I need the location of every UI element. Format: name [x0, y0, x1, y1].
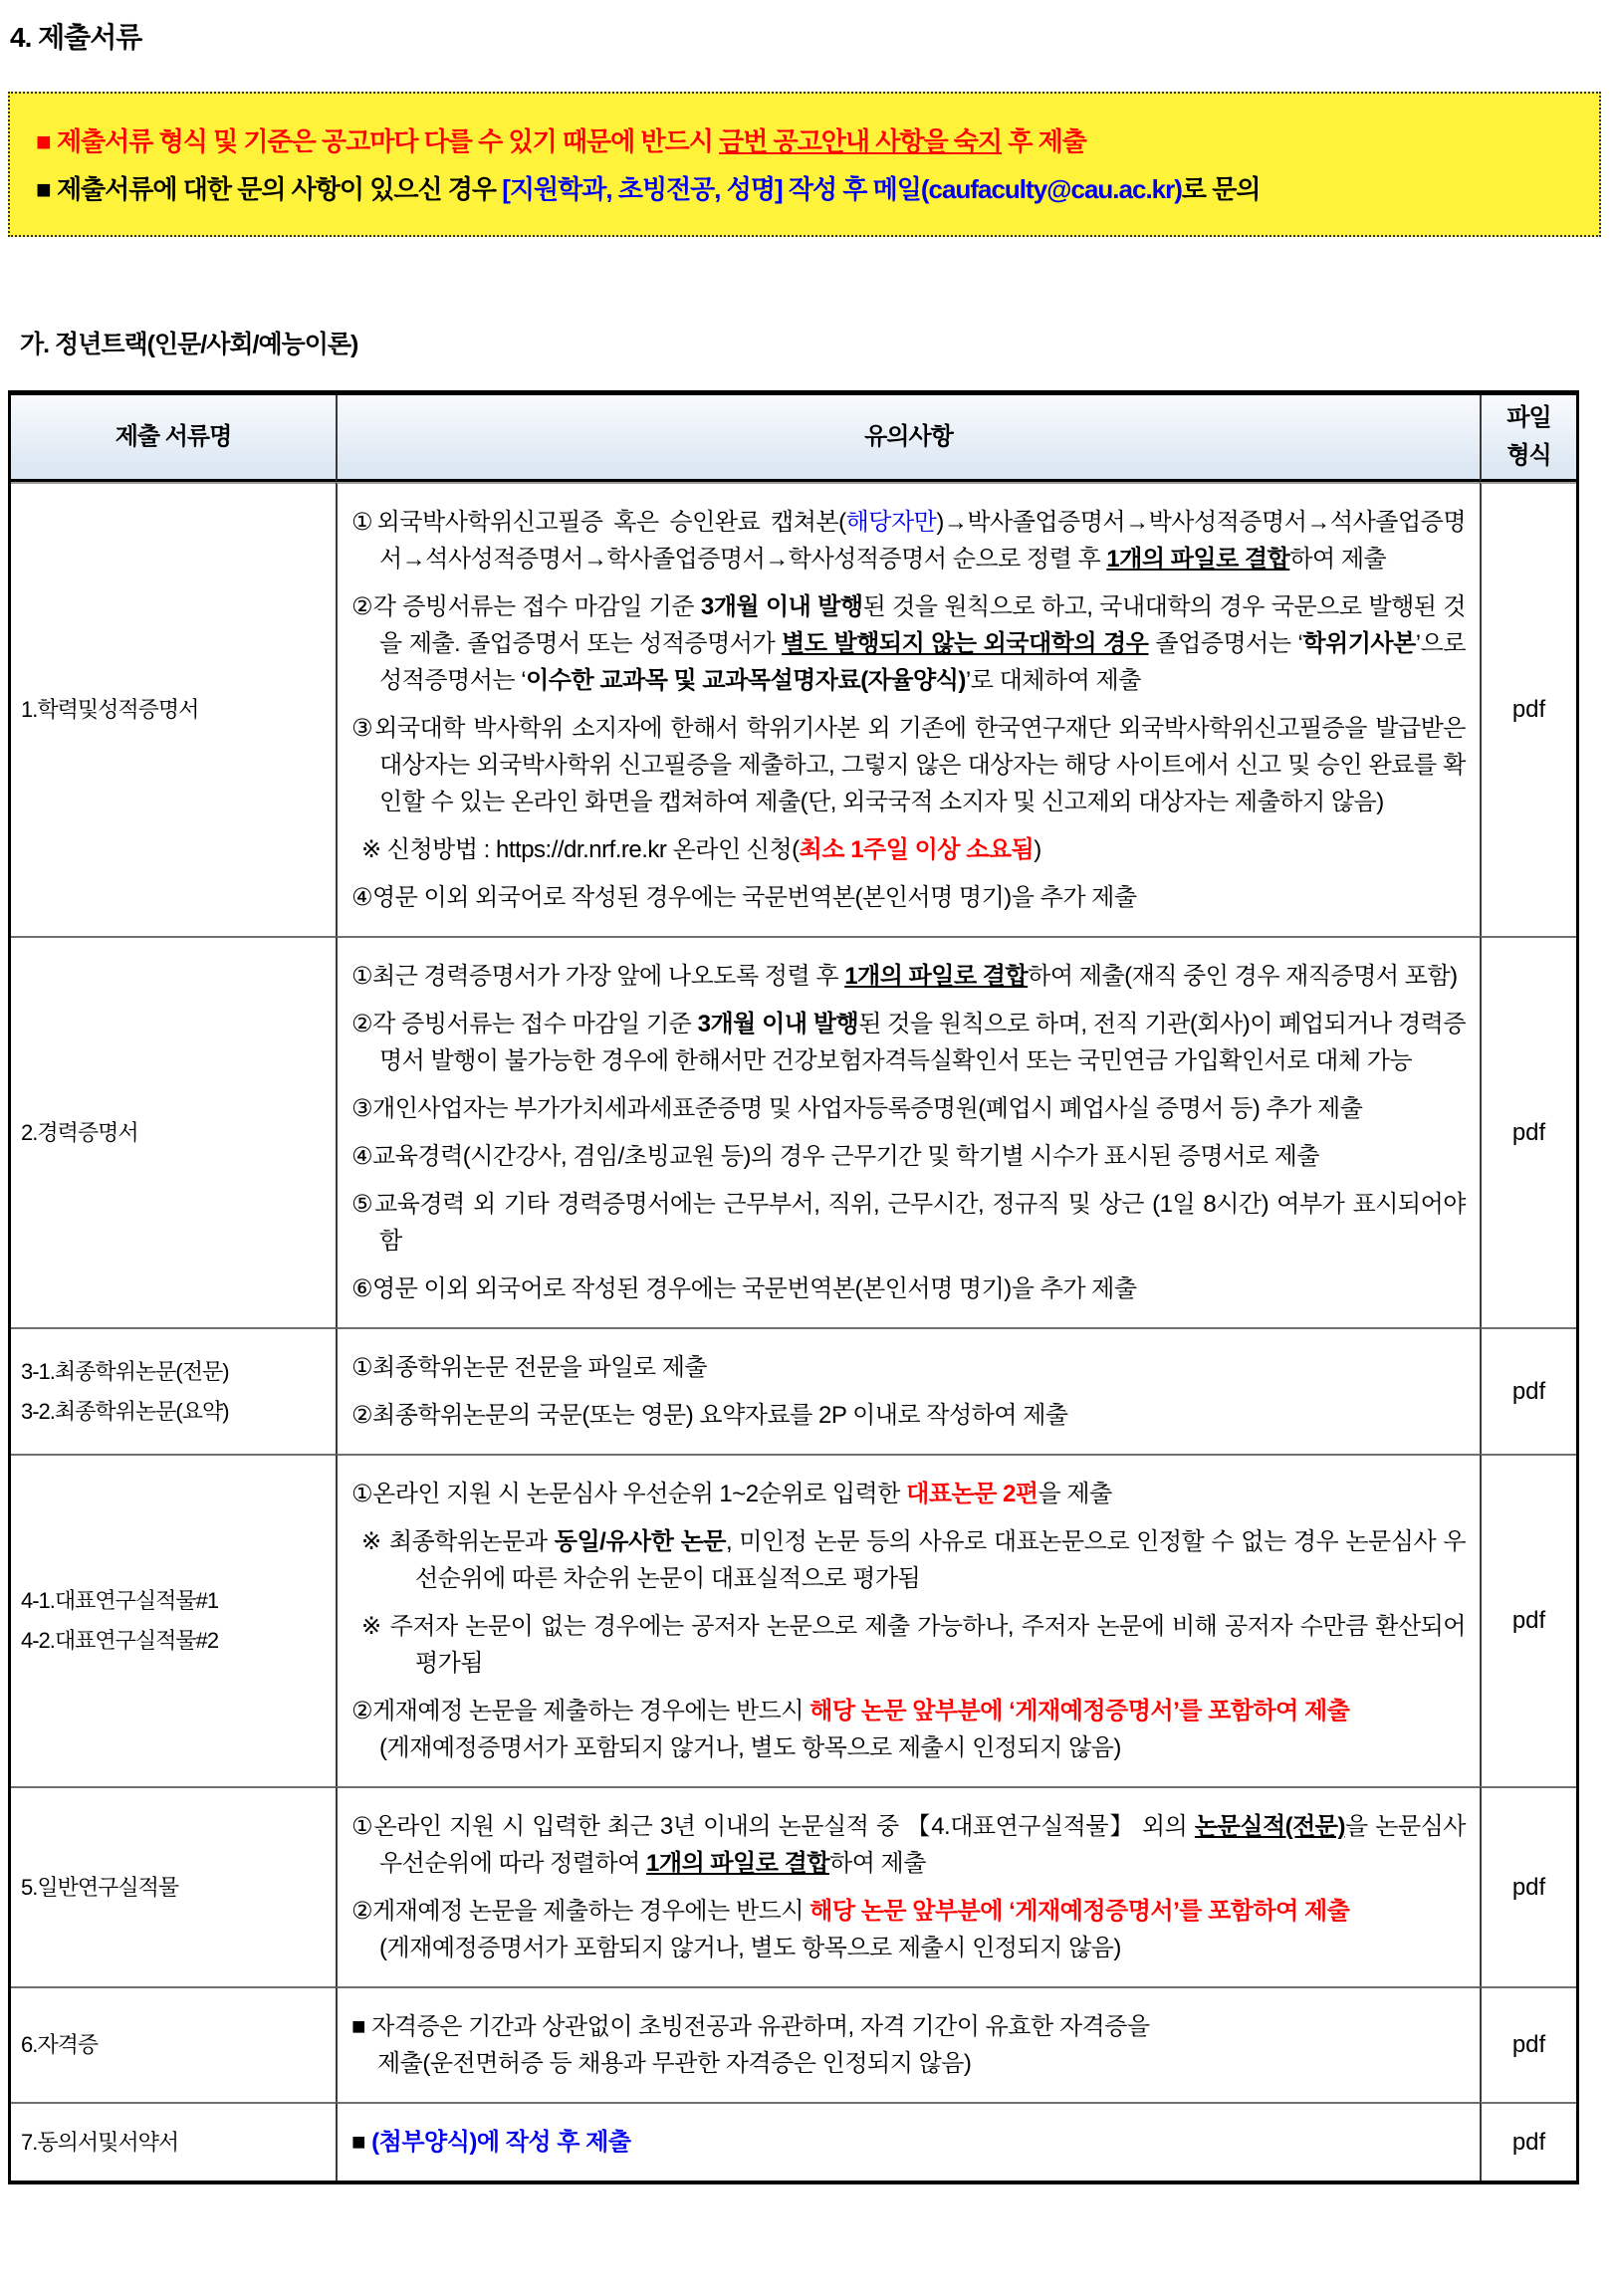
text-segment: ②각 증빙서류는 접수 마감일 기준	[351, 1011, 698, 1037]
text-segment: 해당자만	[845, 509, 937, 536]
text-segment: ■	[351, 2129, 372, 2156]
file-format-cell: pdf	[1480, 936, 1576, 1327]
text-segment: (첨부양식)에 작성 후 제출	[371, 2129, 631, 2156]
note-item	[351, 2124, 1466, 2161]
text-segment: 제출서류 형식 및 기준은 공고마다 다를 수 있기 때문에 반드시	[56, 126, 720, 156]
note-item	[351, 1006, 1466, 1079]
table-row	[11, 936, 1576, 1327]
notes-cell	[336, 2102, 1480, 2181]
section-title: 가. 정년트랙(인문/사회/예능이론)	[20, 331, 358, 358]
text-segment: ⑤교육경력 외 기타 경력증명서에는 근무부서, 직위, 근무시간, 정규직 및 상근 (1일 8시간) 여부가 표시되어야 함	[351, 1191, 1466, 1255]
table-header-row	[11, 395, 1576, 482]
notes-cell	[336, 1986, 1480, 2102]
notice-line-2	[36, 165, 1581, 213]
doc-name-line: 3-2.최종학위논문(요약)	[21, 1398, 229, 1424]
doc-name-cell	[11, 1986, 336, 2102]
note-item	[351, 831, 1466, 868]
table-row	[11, 1454, 1576, 1786]
text-segment: 졸업증명서는 ‘	[1148, 630, 1303, 657]
text-segment: , 미인정 논문 등의 사유로 대표논문으로 인정할 수 없는 경우 논문심사 우선순위에 따른 차순위 논문이 대표실적으로 평가됨	[415, 1528, 1467, 1592]
table-row	[11, 2102, 1576, 2181]
note-item	[351, 1138, 1466, 1175]
text-segment: ①온라인 지원 시 입력한 최근 3년 이내의 논문실적 중 【4.대표연구실적물】 외의	[351, 1813, 1195, 1840]
doc-name-line: 7.동의서및서약서	[21, 2129, 179, 2155]
note-item	[351, 1476, 1466, 1512]
text-segment: ※ 최종학위논문과	[361, 1528, 555, 1555]
document-page	[0, 16, 1615, 2184]
file-format-cell: pdf	[1480, 1327, 1576, 1454]
text-segment: 최소 1주일 이상 소요됨	[799, 836, 1035, 863]
text-segment: ’으로 성적증명서는 ‘	[379, 630, 1466, 694]
file-format-header	[1480, 395, 1576, 482]
text-segment: ①온라인 지원 시 논문심사 우선순위 1~2순위로 입력한	[351, 1481, 907, 1507]
notes-cell	[336, 936, 1480, 1327]
doc-name-line: 2.경력증명서	[21, 1119, 138, 1145]
doc-name-cell	[11, 2102, 336, 2181]
note-item	[351, 879, 1466, 916]
note-item	[351, 710, 1466, 820]
file-format-cell: pdf	[1480, 1454, 1576, 1786]
text-segment: ’로 대체하여 제출	[965, 667, 1141, 694]
table-row	[11, 482, 1576, 936]
note-item	[351, 958, 1466, 995]
text-segment: 하여 제출(재직 중인 경우 재직증명서 포함)	[1028, 963, 1458, 990]
text-segment: ②게재예정 논문을 제출하는 경우에는 반드시	[351, 1898, 810, 1925]
note-item	[351, 504, 1466, 577]
text-segment: [지원학과, 초빙전공, 성명] 작성 후 메일(caufaculty@cau.ac.kr)	[502, 174, 1182, 204]
table-row	[11, 1786, 1576, 1986]
text-segment: 이수한 교과목 및 교과목설명자료(자율양식)	[526, 667, 966, 694]
notice-box	[8, 92, 1601, 237]
text-segment: 1개의 파일로 결합	[1106, 546, 1290, 573]
doc-name-header: 제출 서류명	[11, 395, 336, 482]
file-format-cell: pdf	[1480, 482, 1576, 936]
text-segment: 후 제출	[1002, 126, 1086, 156]
table-row	[11, 1986, 1576, 2102]
notes-cell	[336, 482, 1480, 936]
file-format-cell: pdf	[1480, 1986, 1576, 2102]
text-segment: )→박사졸업증명서→박사성적증명서→석사졸업증명서→석사성적증명서→학사졸업증명서→학사성적증명서 순으로 정렬 후	[379, 509, 1466, 573]
note-item	[351, 1186, 1466, 1260]
text-segment: 동일/유사한 논문	[554, 1528, 726, 1555]
text-segment: 해당 논문 앞부분에 ‘게재예정증명서’를 포함하여 제출	[809, 1698, 1350, 1724]
note-item	[351, 1270, 1466, 1307]
note-item	[351, 1523, 1466, 1597]
doc-name-line: 4-1.대표연구실적물#1	[21, 1588, 219, 1613]
text-segment: 된 것을 원칙으로 하며, 전직 기관(회사)이 폐업되거나 경력증명서 발행이 불가능한 경우에 한해서만 건강보험자격득실확인서 또는 국민연금 가입확인서로 대체 가능	[379, 1011, 1467, 1074]
notes-cell	[336, 1454, 1480, 1786]
doc-name-cell	[11, 1786, 336, 1986]
file-format-header-line1: 파일	[1506, 404, 1551, 431]
text-segment: 3개월 이내 발행	[697, 1011, 859, 1037]
text-segment: ②게재예정 논문을 제출하는 경우에는 반드시	[351, 1698, 810, 1724]
text-segment: ③외국대학 박사학위 소지자에 한해서 학위기사본 외 기존에 한국연구재단 외국박사학위신고필증을 발급받은 대상자는 외국박사학위 신고필증을 제출하고, 그렇지 않은 대상자는 해당 사이트에서 신고 및 승인 완료를 확인할 수 있는 온라인 화면을 캡쳐하여 제출(단, 외국국적 소지자 및 신고제외 대상자는 제출하지 않음)	[351, 715, 1466, 815]
doc-name-cell	[11, 482, 336, 936]
doc-name-line: 3-1.최종학위논문(전문)	[21, 1358, 229, 1384]
text-segment: 1개의 파일로 결합	[646, 1850, 830, 1877]
text-segment: 해당 논문 앞부분에 ‘게재예정증명서’를 포함하여 제출	[809, 1898, 1350, 1925]
text-segment: 을 제출	[1038, 1481, 1112, 1507]
text-segment: ①외국박사학위신고필증 혹은 승인완료 캡쳐본(	[351, 509, 846, 536]
note-item	[351, 1693, 1466, 1766]
text-segment: (게재예정증명서가 포함되지 않거나, 별도 항목으로 제출시 인정되지 않음)	[379, 1935, 1121, 1961]
file-format-cell: pdf	[1480, 2102, 1576, 2181]
doc-name-line: 5.일반연구실적물	[21, 1874, 179, 1900]
text-segment: 1개의 파일로 결합	[844, 963, 1029, 990]
doc-name-line: 6.자격증	[21, 2032, 99, 2057]
text-segment: 로 문의	[1181, 174, 1261, 204]
note-item	[351, 1608, 1466, 1682]
text-segment: 을 논문심사 우선순위에 따라 정렬하여	[379, 1813, 1466, 1877]
note-item	[351, 1090, 1466, 1127]
text-segment: ⑥영문 이외 외국어로 작성된 경우에는 국문번역본(본인서명 명기)을 추가 제출	[351, 1275, 1137, 1302]
text-segment: 제출서류에 대한 문의 사항이 있으신 경우	[56, 174, 503, 204]
note-item	[351, 1397, 1466, 1434]
text-segment: ■	[36, 174, 57, 204]
text-segment: ①최종학위논문 전문을 파일로 제출	[351, 1354, 708, 1381]
text-segment: ④영문 이외 외국어로 작성된 경우에는 국문번역본(본인서명 명기)을 추가 제출	[351, 884, 1137, 911]
page-title: 4. 제출서류	[10, 22, 142, 53]
text-segment: 하여 제출	[829, 1850, 926, 1877]
text-segment: 3개월 이내 발행	[700, 593, 863, 620]
text-segment: ④교육경력(시간강사, 겸임/초빙교원 등)의 경우 근무기간 및 학기별 시수가 표시된 증명서로 제출	[351, 1143, 1320, 1170]
doc-name-cell	[11, 1327, 336, 1454]
text-segment: ■ 자격증은 기간과 상관없이 초빙전공과 유관하며, 자격 기간이 유효한 자격증을	[351, 2013, 1150, 2040]
note-item	[351, 1893, 1466, 1966]
notice-line-1	[36, 117, 1581, 165]
text-segment: 별도 발행되지 않는 외국대학의 경우	[782, 630, 1149, 657]
text-segment: 된 것을 원칙으로 하고, 국내대학의 경우 국문으로 발행된 것을 제출. 졸업증명서 또는 성적증명서가	[379, 593, 1466, 657]
doc-name-cell	[11, 936, 336, 1327]
text-segment: ■	[36, 126, 57, 156]
text-segment: (게재예정증명서가 포함되지 않거나, 별도 항목으로 제출시 인정되지 않음)	[379, 1734, 1121, 1761]
doc-name-line: 4-2.대표연구실적물#2	[21, 1628, 219, 1653]
note-item	[351, 588, 1466, 699]
notes-cell	[336, 1327, 1480, 1454]
text-segment: ③개인사업자는 부가가치세과세표준증명 및 사업자등록증명원(폐업시 폐업사실 증명서 등) 추가 제출	[351, 1095, 1363, 1122]
table-row	[11, 1327, 1576, 1454]
table-body	[11, 482, 1576, 2181]
text-segment: ②최종학위논문의 국문(또는 영문) 요약자료를 2P 이내로 작성하여 제출	[351, 1402, 1068, 1429]
text-segment: )	[1034, 836, 1041, 863]
text-segment: ※ 신청방법 : https://dr.nrf.re.kr 온라인 신청(	[361, 836, 800, 863]
file-format-cell: pdf	[1480, 1786, 1576, 1986]
submission-documents-table	[8, 390, 1579, 2184]
text-segment: 제출(운전면허증 등 채용과 무관한 자격증은 인정되지 않음)	[377, 2050, 972, 2077]
doc-name-cell	[11, 1454, 336, 1786]
note-item	[351, 1349, 1466, 1386]
text-segment: 학위기사본	[1302, 630, 1416, 657]
text-segment: 논문실적(전문)	[1194, 1813, 1345, 1840]
text-segment: 금번 공고안내 사항을 숙지	[719, 126, 1003, 156]
text-segment: 하여 제출	[1289, 546, 1387, 573]
note-item	[351, 2008, 1466, 2082]
notes-header: 유의사항	[336, 395, 1480, 482]
note-item	[351, 1808, 1466, 1882]
notes-cell	[336, 1786, 1480, 1986]
text-segment: ①최근 경력증명서가 가장 앞에 나오도록 정렬 후	[351, 963, 845, 990]
text-segment: 대표논문 2편	[906, 1481, 1038, 1507]
doc-name-line: 1.학력및성적증명서	[21, 697, 199, 722]
text-segment: ※ 주저자 논문이 없는 경우에는 공저자 논문으로 제출 가능하나, 주저자 논문에 비해 공저자 수만큼 환산되어 평가됨	[361, 1613, 1466, 1677]
file-format-header-line2: 형식	[1506, 442, 1551, 469]
text-segment: ②각 증빙서류는 접수 마감일 기준	[351, 593, 701, 620]
